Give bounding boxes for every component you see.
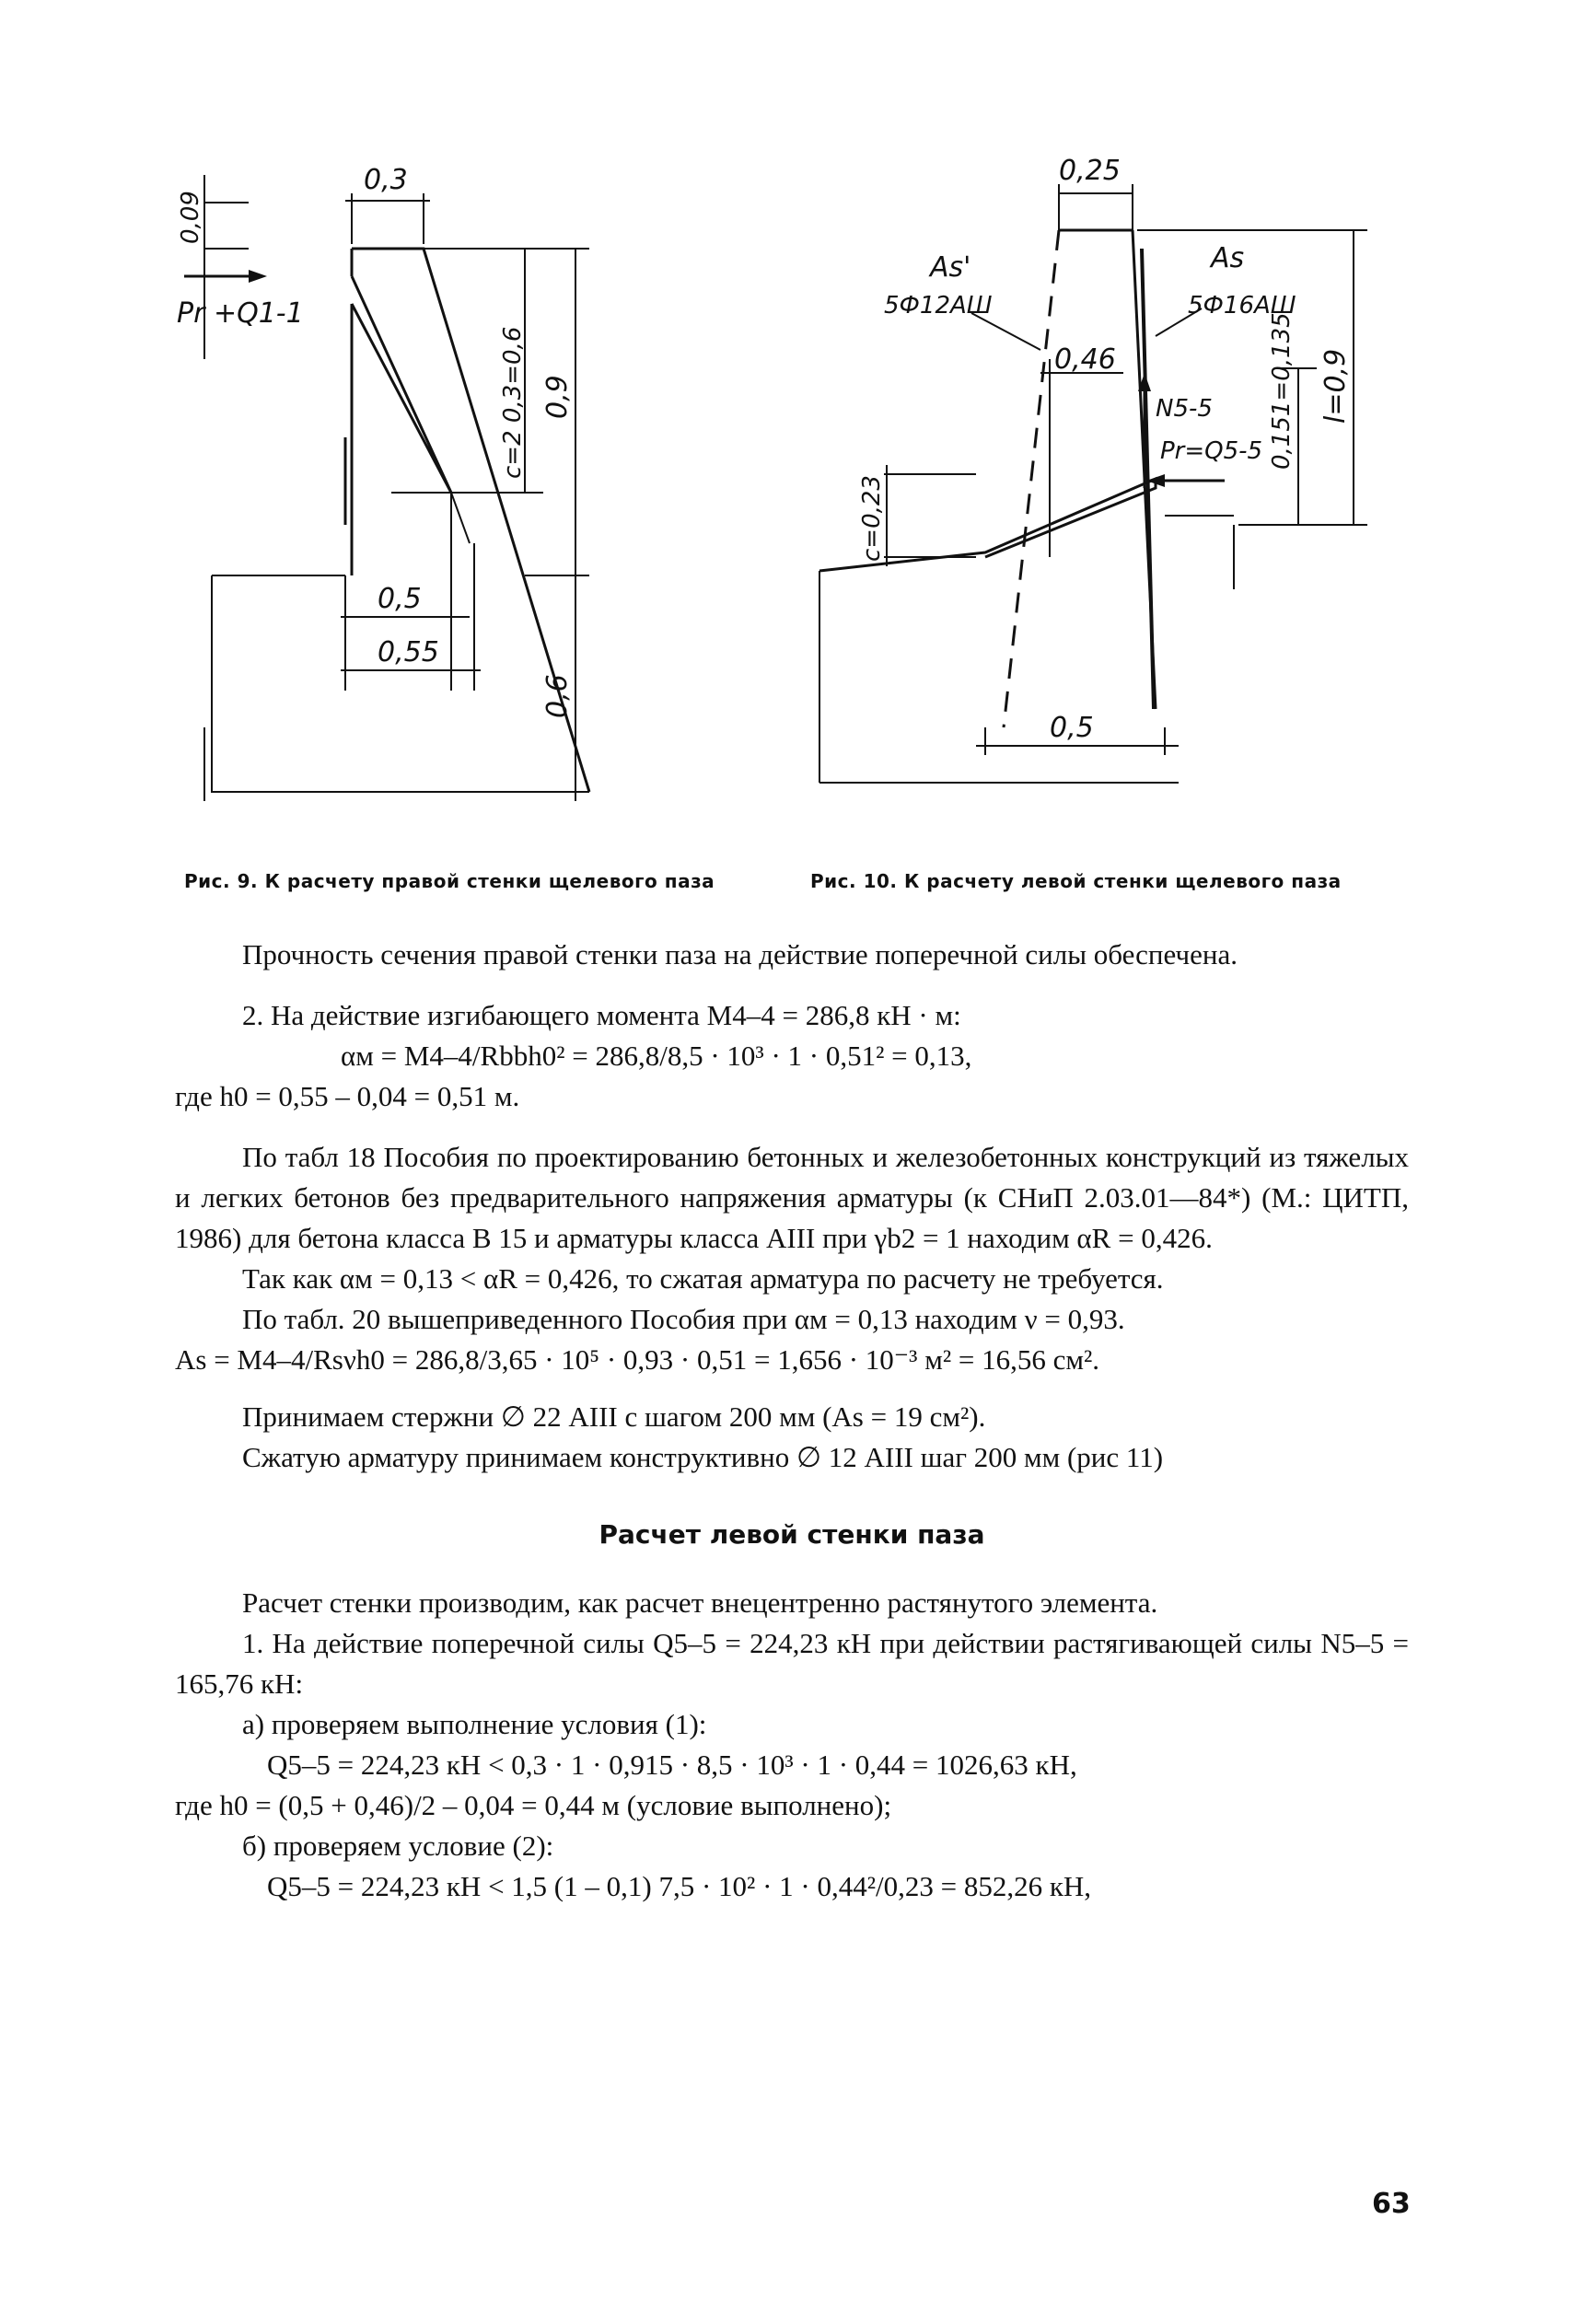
fig9-top-width: 0,3 [364, 164, 408, 196]
paragraph-4: По табл 18 Пособия по проектированию бетонных и железобетонных конструкций из тяжелых и легких бетонов без предварительного напряжения арматуры (к СНиП 2.03.01—84*) (М.: ЦИТП, 1986) для бетона класса В 15 и арматуры класса АIII при γb2 = 1 находим αR = 0,426. [175, 1141, 1409, 1254]
section-heading: Расчет левой стенки паза [599, 1519, 985, 1550]
formula-3: Q5–5 = 224,23 кН < 0,3 · 1 · 0,915 · 8,5 · 10³ · 1 · 0,44 = 1026,63 кН, [267, 1749, 1077, 1781]
paragraph-10: 1. На действие поперечной силы Q5–5 = 224,23 кН при действии растягивающей силы N5–5 = 165,76 кН: [175, 1627, 1409, 1700]
fig10-mid-width: 0,46 [1054, 343, 1116, 376]
fig9-force-label: Pr +Q1-1 [177, 297, 304, 330]
page-number: 63 [1372, 2188, 1411, 2220]
fig9-lower-height: 0,6 [541, 674, 574, 718]
fig9-arrowhead [249, 270, 267, 283]
figure-9-caption: Рис. 9. К расчету правой стенки щелевого паза [184, 870, 715, 892]
paragraph-3: где h0 = 0,55 – 0,04 = 0,51 м. [175, 1080, 520, 1112]
fig10-as-bars: 5Ф16АШ [1188, 292, 1296, 320]
formula-1: αм = M4–4/Rbbh0² = 286,8/8,5 · 10³ · 1 · 0,51² = 0,13, [341, 1040, 972, 1072]
paragraph-1: Прочность сечения правой стенки паза на действие поперечной силы обеспечена. [242, 938, 1238, 970]
figure-9-drawing [157, 138, 746, 838]
formula-4: Q5–5 = 224,23 кН < 1,5 (1 – 0,1) 7,5 · 10² · 1 · 0,44²/0,23 = 852,26 кН, [267, 1870, 1092, 1902]
fig9-width-05: 0,5 [378, 583, 422, 615]
paragraph-6: По табл. 20 вышеприведенного Пособия при αм = 0,13 находим ν = 0,93. [242, 1303, 1125, 1335]
paragraph-2: 2. На действие изгибающего момента M4–4 = 286,8 кН · м: [242, 999, 961, 1031]
paragraph-8: Сжатую арматуру принимаем конструктивно ∅ 12 АIII шаг 200 мм (рис 11) [242, 1441, 1164, 1473]
fig9-c-height: c=2 0,3=0,6 [499, 326, 527, 479]
fig10-as: As [1211, 242, 1245, 274]
figure-10 [792, 138, 1436, 838]
fig9-top-offset: 0,09 [177, 191, 204, 244]
fig10-top-width: 0,25 [1059, 155, 1121, 187]
paragraph-13: б) проверяем условие (2): [242, 1830, 554, 1862]
fig10-c-dim: c=0,23 [858, 475, 886, 562]
figure-9 [157, 138, 746, 838]
body-text [175, 935, 1409, 1907]
fig10-n55: N5-5 [1156, 395, 1213, 423]
paragraph-7: Принимаем стержни ∅ 22 АIII с шагом 200 мм (As = 19 см²). [242, 1400, 986, 1433]
formula-2: As = M4–4/Rsνh0 = 286,8/3,65 · 10⁵ · 0,93 · 0,51 = 1,656 · 10⁻³ м² = 16,56 см². [175, 1343, 1100, 1376]
paragraph-9: Расчет стенки производим, как расчет внецентренно растянутого элемента. [242, 1586, 1158, 1619]
fig10-e-dim: 0,151=0,135 [1268, 312, 1296, 470]
paragraph-12: где h0 = (0,5 + 0,46)/2 – 0,04 = 0,44 м (условие выполнено); [175, 1789, 892, 1821]
fig10-bottom-width: 0,5 [1050, 712, 1094, 744]
fig10-as-prime: As' [930, 251, 971, 284]
fig9-total-height: 0,9 [541, 375, 574, 419]
figure-10-drawing [792, 138, 1436, 838]
paragraph-11: а) проверяем выполнение условия (1): [242, 1708, 707, 1740]
paragraph-5: Так как αм = 0,13 < αR = 0,426, то сжатая арматура по расчету не требуется. [242, 1262, 1164, 1295]
figure-10-caption: Рис. 10. К расчету левой стенки щелевого паза [810, 870, 1342, 892]
fig9-width-055: 0,55 [378, 636, 439, 668]
fig9-stress-diagram [352, 276, 451, 493]
fig10-l-dim: l=0,9 [1319, 348, 1352, 424]
fig10-as-prime-bars: 5Ф12АШ [884, 292, 993, 320]
fig10-force: Pr=Q5-5 [1160, 437, 1263, 465]
